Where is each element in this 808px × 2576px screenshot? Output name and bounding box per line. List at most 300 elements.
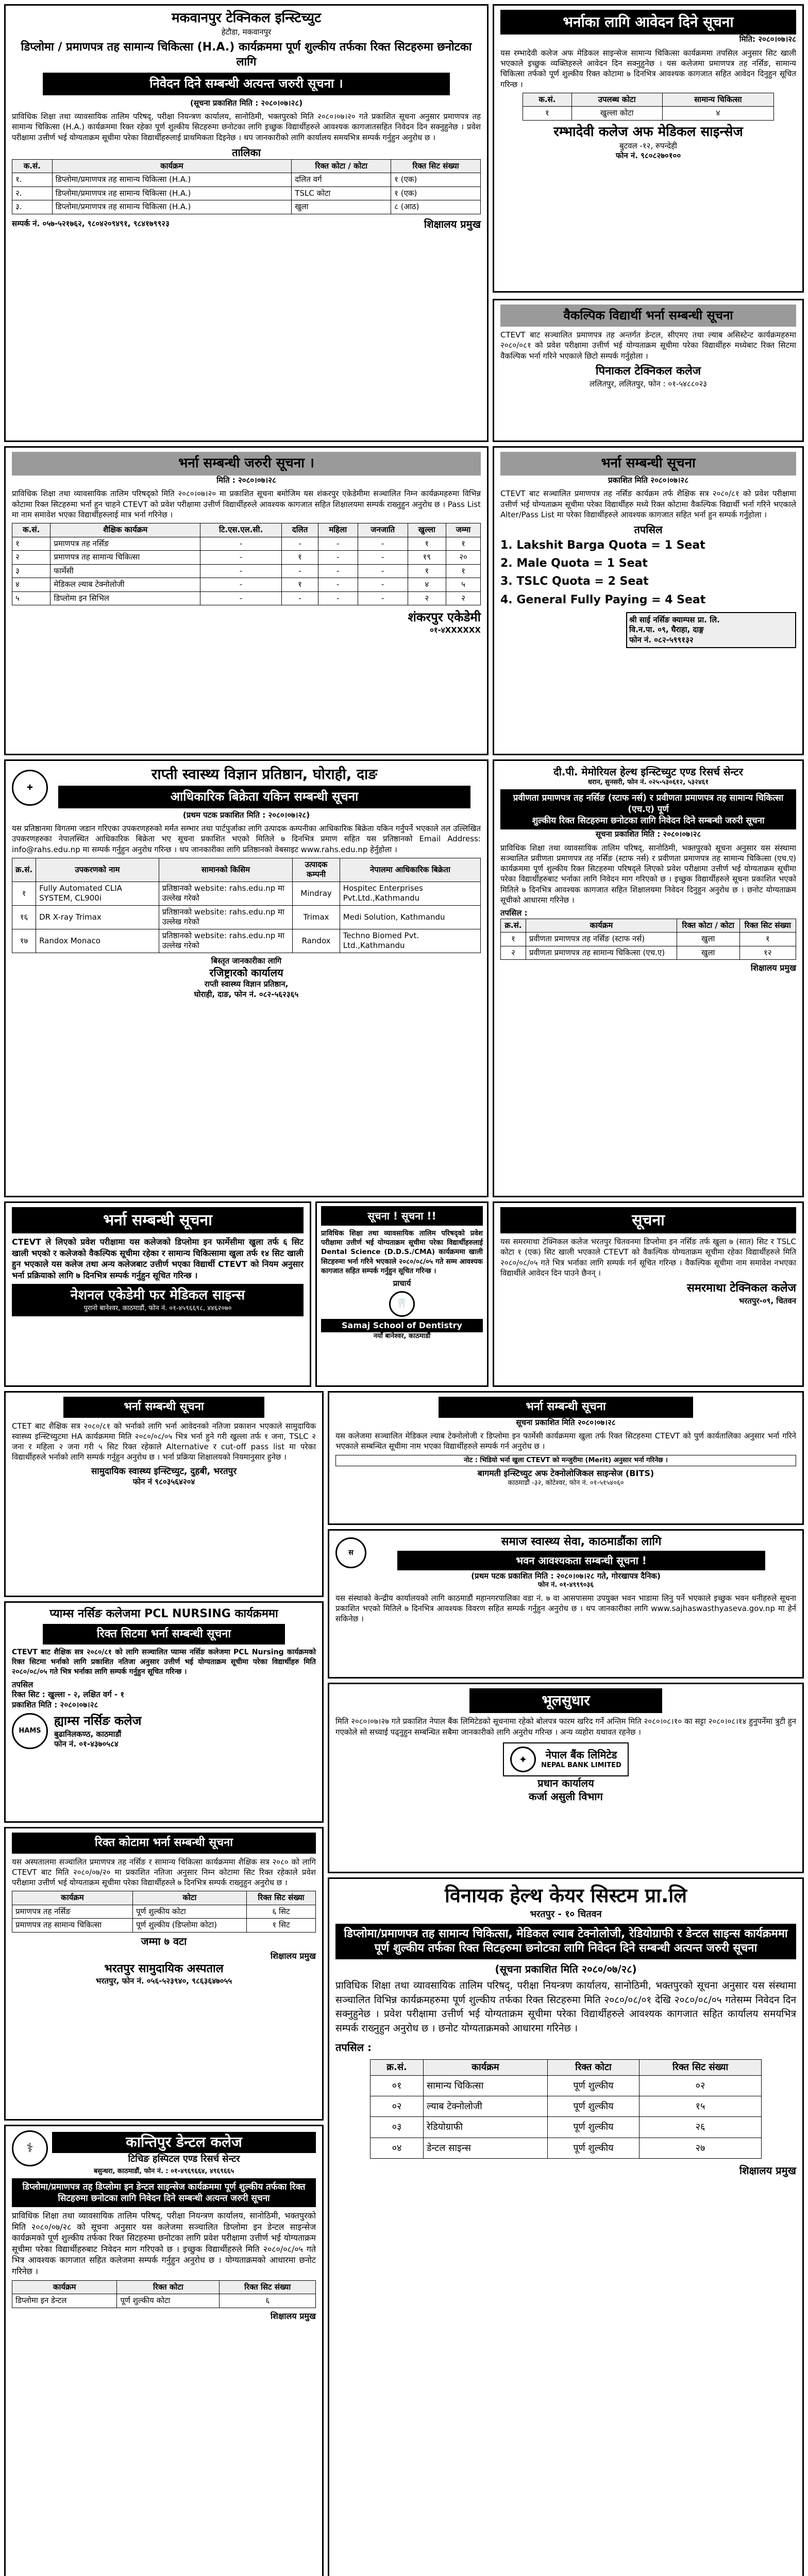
rambhadevi-notice [493,4,804,293]
table-row [501,946,796,960]
cell: १ [408,537,446,551]
table-row [371,2096,762,2116]
vinayak-health-notice [328,1877,804,2576]
notice-title: समाज स्वास्थ्य सेवा, काठमाडौंका लागि [501,1535,662,1548]
notice-band: वैकल्पिक विद्यार्थी भर्ना सम्बन्धी सूचना [500,304,796,327]
cell: TSLC कोटा [292,187,391,200]
col-header: कार्यक्रम [526,919,677,933]
org-name: मकवानपुर टेक्निकल इन्स्टिच्युट [171,10,322,26]
col-header: रिक्त कोटा / कोटा [292,159,391,173]
quota-item: 1. Lakshit Barga Quota = 1 Seat [500,539,705,552]
cell: मेडिकल ल्याब टेक्नोलोजी [50,578,200,592]
signature: शिक्षालय प्रमुख [424,217,481,230]
table-row [12,591,481,605]
cell: - [200,578,281,592]
cell: - [358,564,408,578]
cell: खुल्ला कोटा [571,107,662,121]
shankarpur-notice [4,446,489,755]
org-address: नयाँ बानेश्वर, काठमाडौं [373,1332,431,1341]
table-row [12,1919,316,1933]
notice-body: यस संस्थाको केन्द्रीय कार्यालयको लागि काठमाडौं महानगरपालिका वडा नं. ७ वा आसपासमा उपयुक्त भवन भाडामा लिनु पर्ने भएकाले इच्छुक भवन धनीहरुले सूचना प्रकाशित भएको मितिले ७ दिनभित्र आवश्यक विवरण सहित सम्पर्क गर्नुहुन अनुरोध छ । थप जानकारीका लागि www.sajhaswasthyaseva.gov.np मा हेर्न सकिनेछ । [335,1593,796,1624]
cell: - [358,591,408,605]
cell: - [282,591,318,605]
cell: ५ [446,578,480,592]
cell: २७ [639,2138,762,2158]
org-name: रम्भादेवी कलेज अफ मेडिकल साइन्सेज [553,124,743,140]
cell: १. [12,173,53,187]
cell: - [200,564,281,578]
table-row [371,2117,762,2138]
col-header: रिक्त सिट संख्या [220,2280,316,2294]
cell: २ [501,946,526,960]
cell: ४ [408,578,446,592]
notice-band: भर्ना सम्बन्धी सूचना [500,452,796,476]
cell: Randox [293,929,340,953]
signature-line: घोराही, दाङ, फोन नं. ०८२-५६२३६५ [194,989,299,999]
table-row [12,929,481,953]
col-header: टि.एस.एल.सी. [200,523,281,537]
cell: ४ [12,578,50,592]
cell: दलित वर्ग [292,173,391,187]
table-title: तपसिल [12,1680,33,1689]
seat-table [370,2059,762,2159]
notice-body: प्राविधिक शिक्षा तथा व्यावसायिक तालिम परिषद्को प्रवेश परीक्षामा उत्तीर्ण भई योग्यताक्रम सूचीमा परेका विद्यार्थीहरुलाई Dental Science (D.D.S./CMA) कार्यक्रममा खाली सिटहरुमा भर्ना गरिने भएकाले २०८०/०८/०५ गते सम्म आवश्यक कागजात सहित सम्पर्क गर्नुहुन सूचित गरिन्छ । [321,1229,483,1275]
col-header: सामान्य चिकित्सा [662,93,773,107]
notice-band: भर्ना सम्बन्धी सूचना [12,1207,304,1233]
notice-date: (प्रथम पटक प्रकाशित मिति : २०८०।०७।२८ गते, गोरखापत्र दैनिक) [471,1571,661,1581]
col-header: खुल्ला [408,523,446,537]
cell: पूर्ण शुल्कीय (डिप्लोमा कोटा) [132,1919,246,1933]
table-row [12,578,481,592]
col-header: नेपालमा आधिकारिक बिक्रेता [340,858,480,882]
samarmatha-notice [493,1201,804,1387]
cell: पूर्ण शुल्कीय [547,2096,639,2116]
band-line: प्रवीणता प्रमाणपत्र तह नर्सिङ (स्टाफ नर्स) र प्रवीणता प्रमाणपत्र तह सामान्य चिकित्सा (एच.ए) पूर्ण [513,792,784,815]
table-row [12,882,481,905]
col-header: जम्मा [446,523,480,537]
cell: प्रवीणता प्रमाणपत्र तह नर्सिङ (स्टाफ नर्स) [526,933,677,946]
quota-item: 3. TSLC Quota = 2 Seat [500,575,649,588]
table-row [371,2075,762,2096]
org-box [626,612,796,649]
col-header: दलित [282,523,318,537]
notice-body: CTEVT बाट सञ्चालित प्रमाणपत्र तह अन्तर्गत डेन्टल, सीएमए तथा ल्याब असिस्टेन्ट कार्यक्रमहरुमा २०८०/०८१ को प्रवेश परीक्षामा उत्तीर्ण भई योग्यताक्रम सूचीमा परेका विद्यार्थीहरु मध्येबाट रिक्त सिटमा वैकल्पिक भर्ना गरिने भएकाले छिटो सम्पर्क गर्नुहोला । [500,330,796,361]
notice-body: यस अस्पतालमा सञ्चालित प्रमाणपत्र तह नर्सिङ र सामान्य चिकित्सा कार्यक्रममा शैक्षिक सत्र २०८० को लागि CTEVT बाट मिति २०८०/०७/२० मा प्रकाशित नतिजा अनुसार निम्न कोटामा सिट रिक्त रहेकाले प्रवेश परीक्षामा उत्तीर्ण भई योग्यताक्रम सूचीमा परेका विद्यार्थीहरुले ७ दिनभित्र सम्पर्क राख्नुहुन अनुरोध छ । [12,1857,316,1888]
cell: Trimax [293,905,340,929]
cell: १२ [739,946,796,960]
note: बिस्तृत जानकारीका लागि [211,956,282,965]
notice-body: मिति २०८०।०७।२७ गते प्रकाशित नेपाल बैंक लिमिटेडको सूचनामा रहेको बोलपत्र फारम खरिद गर्ने अन्तिम मिति २०८०।०८।१० का सट्टा २०८०।०८।१४ हुनुपर्नेमा त्रुटी हुन गएकोले सो सच्याई पढ्नुहुन सम्बन्धित सबैमा जानकारीको लागि अनुरोध गरिन्छ । अन्य व्यहोरा यथावत रहनेछ । [335,1717,796,1737]
signature: प्राचार्य [393,1279,411,1289]
cell: १५ [639,2096,762,2116]
org-name: विनायक हेल्थ केयर सिस्टम प्रा.लि [445,1884,687,1907]
notice-band: निवेदन दिने सम्बन्धी अत्यन्त जरुरी सूचना । [43,73,450,95]
cell: ०४ [371,2138,424,2158]
cell: ०२ [371,2096,424,2116]
col-header: क.सं. [12,523,50,537]
notice-body: यस रम्भादेवी कलेज अफ मेडिकल साइन्सेज सामान्य चिकित्सा कार्यक्रममा तपसिल अनुसार सिट खाली भएकाले इच्छुक व्यक्तिहरुले आवेदन दिन सक्नुहुनेछ । यस कलेजमा प्रमाणपत्र तह नर्सिङ, सामान्य चिकित्सा तर्फको पूर्ण शुल्कीय रिक्त कोटामा ७ दिनभित्र आवश्यक कागजात सहित आवेदन दिनुहुन सूचित गरिन्छ । [500,48,796,89]
org-name: नेशनल एकेडेमी फर मेडिकल साइन्स [70,1287,245,1303]
table-row [12,905,481,929]
cell: ६ सिट [246,1905,315,1919]
org-address: काठमाडौं -३२, कोटेश्वर, फोन नं. ०१-५१५४०६० [508,1479,624,1487]
office-name: प्रधान कार्यालय [537,1776,594,1789]
cell: सामान्य चिकित्सा [423,2075,547,2096]
org-name: समरमाथा टेक्निकल कलेज [687,1282,796,1295]
notice-band [500,789,796,829]
col-header: उपकरणको नाम [36,858,159,882]
col-header: क्र.सं. [371,2060,424,2075]
signature: शिक्षालय प्रमुख [750,963,796,973]
cell: प्रतिष्ठानको website: rahs.edu.np मा उल्लेख गरेको [159,929,293,953]
org-name: ह्याम्स नर्सिङ कलेज [54,1714,142,1728]
cell: ३ [12,564,50,578]
org-address: बसुन्धरा, काठमाडौं, फोन नं. : ०१-४९६९६६४, ४९६९६६५ [93,2167,234,2175]
col-header: कार्यक्रम [52,159,292,173]
table-row [12,537,481,551]
cell: Randox Monaco [36,929,159,953]
cell: प्रतिष्ठानको website: rahs.edu.np मा उल्लेख गरेको [159,882,293,905]
cell: खुला [677,933,740,946]
cell: ८ (आठ) [391,200,481,214]
org-name: शंकरपुर एकेडेमी [408,610,481,625]
bank-emblem-icon: ✦ [510,1747,536,1772]
notice-band: भर्ना सम्बन्धी जरुरी सूचना । [12,452,481,476]
cell: १ [282,551,318,565]
cell: - [282,564,318,578]
nepal-bank-correction [328,1683,804,1873]
cell: प्रतिष्ठानको website: rahs.edu.np मा उल्लेख गरेको [159,905,293,929]
signature: शिक्षालय प्रमुख [270,1951,316,1961]
cell: २ [12,551,50,565]
cell: - [358,537,408,551]
org-line: श्री साई नर्सिङ क्याम्पस प्रा. लि. [629,615,720,624]
cell: Medi Solution, Kathmandu [340,905,480,929]
cell: प्रवीणता प्रमाणपत्र तह सामान्य चिकित्सा (एच.ए) [526,946,677,960]
notice-band: भर्ना सम्बन्धी सूचना [439,1397,693,1418]
notice-date: प्रकाशित मिति २०८०।०७।२८ [608,475,689,485]
table-row [523,107,774,121]
cell: - [282,537,318,551]
samaj-dentistry-notice [315,1201,489,1387]
cell: DR X-ray Trimax [36,905,159,929]
col-header: क्र.सं. [12,858,36,882]
org-name: सामुदायिक स्वास्थ्य इन्स्टिच्युट, दुहबी, भरतपुर [91,1466,237,1477]
org-name: दी.पी. मेमोरियल हेल्थ इन्स्टिच्युट एण्ड रिसर्च सेन्टर [553,766,743,778]
cell: पूर्ण शुल्कीय कोटा [117,2294,220,2308]
notice-band: डिप्लोमा/प्रमाणपत्र तह डिप्लोमा इन डेन्टल साइन्सेज कार्यक्रममा पूर्ण शुल्कीय तर्फका रिक्त सिटहरुमा छनोटका लागि निवेदन दिने सम्बन्धी अत्यन्त जरुरी सूचना [12,2178,316,2207]
cell: १७ [12,929,36,953]
org-address: भरतपुर-०९, चितवन [738,1296,796,1306]
cell: ६ [220,2294,316,2308]
cell: १ (एक) [391,173,481,187]
quota-item: 2. Male Quota = 1 Seat [500,557,648,570]
cell: २ [408,591,446,605]
col-header: क्र.सं. [501,919,526,933]
cell: १ [446,537,480,551]
notice-body: CTEVT ले लिएको प्रवेश परीक्षामा यस कलेजको डिप्लोमा इन फार्मेसीमा खुला तर्फ ६ सिट खाली भएको र कलेजको वैकल्पिक सूचीमा रहेका र सामान्य चिकित्सामा खुला तर्फ १४ सिट खाली हुन भएकाले यस कलेज तथा अन्य कलेजबाट उत्तीर्ण भएका विद्यार्थी CTEVT को नियम अनुसार भर्ना प्रक्रियाको लागि ७ दिनभित्र सम्पर्क गर्नुहुन सूचित गरिन्छ । [12,1237,304,1280]
table-row [371,2138,762,2158]
col-header: रिक्त कोटा / कोटा [677,919,740,933]
org-address: बुढानिलकण्ठ, काठमाडौं [54,1729,122,1739]
col-header: क.सं. [523,93,571,107]
notice-band: रिक्त सिटमा भर्ना सम्बन्धी सूचना [43,1624,285,1645]
notice-band: आधिकारिक बिक्रेता यकिन सम्बन्धी सूचना [58,786,470,808]
cell: डिप्लोमा/प्रमाणपत्र तह सामान्य चिकित्सा (H.A.) [52,173,292,187]
notice-body: यस समरमाथा टेक्निकल कलेज भरतपुर चितवनमा डिप्लोमा इन नर्सिङ तर्फ खुला ७ (सात) सिट र TSLC कोटा १ (एक) सिट खाली भएकाले CTEVT को वैकल्पिक योग्यताक्रम सूचीमा रहेका विद्यार्थीहरुले मिति २०८०/०८/०५ गते भित्र भर्नाका लागि सम्पर्क गर्न सूचित गरिन्छ । वैकल्पिक सूचीमा नाम समावेश नभएका विद्यार्थीले आवेदन दिन पाउने छैनन् । [500,1237,796,1278]
pinnacle-notice [493,299,804,442]
notice-body: CTEVT बाट शैक्षिक सत्र २०८०/८१ को लागि सञ्चालित प्याम्स नर्सिङ कलेजमा PCL Nursing कार्यक्रमको रिक्त सिटमा भर्नाको लागि प्रकाशित नतिजा अनुसार उत्तीर्ण भई योग्यताक्रम सूचीमा परेका विद्यार्थीहरु मिति २०८०/०८/०५ गते भित्र भर्नाका लागि सम्पर्क गर्नुहुन सूचित गरिन्छ । [12,1648,316,1676]
cell: डिप्लोमा/प्रमाणपत्र तह सामान्य चिकित्सा (H.A.) [52,187,292,200]
col-header: रिक्त कोटा [117,2280,220,2294]
table-row [12,551,481,565]
notice-body: प्राविधिक शिक्षा तथा व्यावसायिक तालिम परिषद्, परीक्षा नियन्त्रण कार्यालय, सानोठिमी, भक्तपुरको सूचना अनुसार यस संस्थामा सञ्चालित विभिन्न कार्यक्रमहरुमा पूर्ण शुल्कीय तर्फका रिक्त सिटहरुमा मिति २०८०/०८/०१ देखि २०८०/०८/०५ गतेसम्म निवेदन दिन सक्नुहुनेछ । प्रवेश परीक्षामा उत्तीर्ण भई योग्यताक्रम सूचीमा परेका विद्यार्थीहरुले आवश्यक कागजात सहित कार्यालय समयभित्र सम्पर्क राख्नुहुन अनुरोध छ । छनोट योग्यताक्रमको आधारमा गरिनेछ । [335,1979,796,2034]
bank-name-en: NEPAL BANK LIMITED [541,1761,621,1770]
total-seats: जम्मा ७ वटा [141,1935,187,1947]
cell: ५ [12,591,50,605]
org-phone: भरतपुर, फोन नं. ०५६-५२३९४०, ९८६३६४७०५५ [95,1976,232,1986]
org-phone: फोन नं. ०१-४३७०५८४ [54,1739,119,1749]
notice-date: (सूचना प्रकाशित मिति २०८०/०७/२८) [495,1962,637,1975]
cell: पूर्ण शुल्कीय [547,2138,639,2158]
publish-date: (सूचना प्रकाशित मिति : २०८०।०७।२८) [190,98,303,108]
col-header: जनजाति [358,523,408,537]
cell: Techno Biomed Pvt. Ltd.,Kathmandu [340,929,480,953]
cell: फार्मेसी [50,564,200,578]
notice-body: प्राविधिक शिक्षा तथा व्यावसायिक तालिम परिषद्, परीक्षा नियन्त्रण कार्यालय, सानोठिमी, भक्तपुरको मिति २०८०।०७।२० गते प्रकाशित सूचना अनुसार प्रमाणपत्र तह सामान्य चिकित्सा (H.A.) कार्यक्रममा रिक्त रहेका पूर्ण शुल्कीय सिटहरुमा छनोटका लागि इच्छुक विद्यार्थीहरुले आवश्यक कागजातसहित निवेदन दिन सक्नुहुनेछ । प्रवेश परीक्षामा उत्तीर्ण भई योग्यताक्रम सूचीमा परेका विद्यार्थीहरुलाई प्राथमिकता दिइनेछ । थप जानकारीको लागि कार्यालय समयभित्र सम्पर्क गर्नुहुन अनुरोध छ । [12,112,481,142]
cell: डिप्लोमा/प्रमाणपत्र तह सामान्य चिकित्सा (H.A.) [52,200,292,214]
signature-line: राप्ती स्वास्थ्य विज्ञान प्रतिष्ठान, [204,979,289,989]
national-academy-notice [4,1201,311,1387]
cell: १९ [408,551,446,565]
cell: १ [501,933,526,946]
col-header: उत्पादक कम्पनी [293,858,340,882]
org-line: वि.न.पा. ०९, घैराहा, दाङ्ग [629,625,704,635]
col-header: उपलब्ध कोटा [571,93,662,107]
org-address: धरान, सुनसरी, फोन नं. ०२५-५३०६१२, ५३२४६१ [587,778,709,786]
notice-body: CTEVT बाट सञ्चालित प्रमाणपत्र तह नर्सिङ कार्यक्रम तर्फ शैक्षिक सत्र २०८०/८१ को प्रवेश परीक्षामा उत्तीर्ण भई योग्यताक्रम सूचीमा परेका विद्यार्थीहरु मध्ये रिक्त कोटामा वैकल्पिक विद्यार्थी भर्ना गरिने भएकाले Alter/Pass List मा परेका विद्यार्थीहरुले आवश्यक कागजात सहित भर्ना हुन सम्पर्क गर्नुहोला । [500,489,796,519]
col-header: सामानको किसिम [159,858,293,882]
org-name: पिनाकल टेक्निकल कलेज [595,364,701,378]
notice-band: डिप्लोमा/प्रमाणपत्र तह सामान्य चिकित्सा, मेडिकल ल्याब टेक्नोलोजी, रेडियोग्राफी र डेन्टल साइन्स कार्यक्रममा पूर्ण शुल्कीय तर्फका रिक्त सिटहरुमा छनोटका लागि निवेदन दिने सम्बन्धी अत्यन्त जरुरी सूचना [335,1924,796,1959]
cell: रेडियोग्राफी [423,2117,547,2138]
seat-table [12,523,481,605]
dp-memorial-notice [493,759,804,1197]
cell: - [200,537,281,551]
cell: - [358,578,408,592]
col-header: कार्यक्रम [423,2060,547,2075]
hams-nursing-notice [4,1601,324,1823]
notice-title: भूलसुधार [469,1688,662,1713]
notice-body: प्राविधिक शिक्षा तथा व्यावसायिक तालिम परिषद्को मिति २०८०।०७।२० मा प्रकाशित सूचना बमोजिम यस शंकरपुर एकेडेमीमा सञ्चालित निम्न कार्यक्रमहरुमा विभिन्न कोटामा रिक्त सिटहरुमा भर्ना हुन चाहने CTEVT को प्रवेश परीक्षामा उत्तीर्ण विद्यार्थीहरुले आवश्यक कागजात सहित शिक्षालयमा सम्पर्क राख्नुहुन अनुरोध छ । Pass List मा नाम समावेश भएका विद्यार्थीहरुलाई मात्र भर्ना गरिनेछ । [12,489,481,519]
cell: २ [446,591,480,605]
notice-band: रिक्त कोटामा भर्ना सम्बन्धी सूचना [12,1833,316,1854]
table-title: तपसिल : [500,908,528,918]
seat-table [500,919,796,960]
contact-phone: सम्पर्क नं. ०५७-५२१७६२, ९८०४२०९४९१, ९८४१७९९२३ [12,219,170,229]
rahs-logo-icon: ✚ [12,770,48,806]
notice-body: CTET बाट शैक्षिक सत्र २०८०/८१ को भर्नाको लागि भर्ना आवेदनको नतिजा प्रकाशन भएकाले सामुदायिक स्वास्थ्य इन्स्टिच्युटमा HA कार्यक्रममा मिति २०८०/०८/०५ भित्र भर्ना हुने गरी खुल्ला तर्फ १ जना, TSLC २ जना र महिला २ जना गरी ५ सिट रिक्त रहेकाले Alternative र cut-off pass list मा परेका विद्यार्थीहरुले भर्नाको लागि सम्पर्क गर्नुहुन अनुरोध छ । भर्ना प्रक्रिया शिक्षालयको नियमानुसार हुनेछ । [12,1421,316,1462]
seat-table [12,1891,316,1933]
table-row [12,187,481,200]
cell: Hospitec Enterprises Pvt.Ltd.,Kathmandu [340,882,480,905]
seat-info: रिक्त सिट : खुल्ला - २, लक्षित वर्ग - १ [12,1690,125,1700]
org-address: ललितपुर, ललितपुर, फोन : ०१-५४८८०२३ [590,379,707,388]
kantipur-dental-notice [4,2125,324,2576]
cell: ०२ [639,2075,762,2096]
notice-body: यस प्रतिष्ठानमा विगतमा जडान गरिएका उपकरणहरुको मर्मत सम्भार तथा पार्टपुर्जाका लागि उत्पादक कम्पनीका आधिकारिक बिक्रेता यकिन गर्नुपर्ने भएकाले तल उल्लिखित उपकरणहरुका नेपालस्थित आधिकारिक बिक्रेता भए सूचना प्रकाशित भएको मितिले ७ दिनभित्र प्रमाण सहित यस प्रतिष्ठानको Email Address: info@rahs.edu.np मा सम्पर्क गर्नुहुन अनुरोध गरिन्छ । थप जानकारीका लागि प्रतिष्ठानको वेबसाइट www.rahs.edu.np हेर्नुहोला । [12,824,481,854]
org-name: कान्तिपुर डेन्टल कलेज [52,2132,316,2153]
sai-nursing-notice [493,446,804,755]
org-name: भरतपुर सामुदायिक अस्पताल [104,1962,224,1975]
quota-list [500,536,796,609]
sajha-logo-icon: स [335,1537,366,1568]
notice-date: मिति : २०८०।०७।२८ [216,475,276,485]
table-title: तपसिल [634,523,663,536]
col-header: रिक्त सिट संख्या [391,159,481,173]
cell: ३. [12,200,53,214]
notice-date: सूचना प्रकाशित मिति २०८०।०७।२८ [516,1417,616,1427]
cell: १ [446,564,480,578]
cell: पूर्ण शुल्कीय [547,2117,639,2138]
col-header: कार्यक्रम [12,2280,117,2294]
col-header: क.सं. [12,159,53,173]
org-phone: ०१-४XXXXXX [429,625,481,635]
quota-table [523,93,774,121]
cell: प्रमाणपत्र तह सामान्य चिकित्सा [12,1919,133,1933]
org-phone: फोन नं ९८०३५६४२०४ [132,1477,195,1486]
cell: ल्याब टेक्नोलोजी [423,2096,547,2116]
cell: १ [523,107,571,121]
sajha-health-notice [328,1529,804,1679]
notice-band: भवन आवश्यकता सम्बन्धी सूचना ! [397,1551,765,1570]
seat-table [12,2280,316,2308]
org-phone: फोन नं. ९८०८२७०१०० [615,151,681,161]
bank-logo [503,1742,629,1776]
table-title: तपसिल : [335,2041,372,2054]
cell: डिप्लोमा इन डेन्टल [12,2294,117,2308]
cell: १ [12,882,36,905]
col-header: रिक्त सिट संख्या [639,2060,762,2075]
hams-logo-icon: HAMS [12,1713,48,1749]
signature-line: रजिष्ट्रारको कार्यालय [209,967,283,979]
notice-phone: फोन नं. ०१-४९९९०३६ [537,1581,594,1589]
cell: - [318,551,358,565]
cell: २० [446,551,480,565]
makwanpur-notice [4,4,489,442]
notice-heading: डिप्लोमा / प्रमाणपत्र तह सामान्य चिकित्सा (H.A.) कार्यक्रममा पूर्ण शुल्कीय तर्फका रिक्त सिटहरुमा छनोटका लागि [21,41,472,69]
cell: २. [12,187,53,200]
col-header: कोटा [132,1891,246,1905]
org-subtitle: टिचिङ हस्पिटल एण्ड रिसर्च सेन्टर [128,2153,240,2164]
cell: डिप्लोमा इन सिभिल [50,591,200,605]
notice-band: भर्नाका लागि आवेदन दिने सूचना [500,10,796,35]
table-row [12,1905,316,1919]
cell: खुला [292,200,391,214]
department-name: कर्जा असुली विभाग [529,1790,603,1803]
cell: Fully Automated CLIA SYSTEM, CL900i [36,882,159,905]
org-address: बुटवल -१२, रुपन्देही [619,141,677,150]
cell: ०१ [371,2075,424,2096]
kantipur-logo-icon: ⚕ [12,2130,48,2166]
notice-date: मिति: २०८०।०७।२८ [739,35,796,44]
cell: - [318,537,358,551]
col-header: रिक्त सिट संख्या [739,919,796,933]
table-row [12,173,481,187]
bits-notice [328,1391,804,1525]
notice-title: प्याम्स नर्सिङ कलेजमा PCL NURSING कार्यक्रममा [49,1607,278,1620]
rapti-notice [4,759,489,1197]
org-address: पुरानो बानेश्वर, काठमाडौं, फोन नं. ०१-४५९६६९८, ४४६२०७० [83,1304,232,1313]
org-name: Samaj School of Dentistry [321,1319,483,1333]
cell: १६ [12,905,36,929]
equipment-table [12,858,481,953]
cell: १ [12,537,50,551]
cell: १ सिट [246,1919,315,1933]
org-name: बागमती इन्स्टिच्युट अफ टेक्नोलोजिकल साइन्सेज (BITS) [477,1468,654,1479]
cell: - [318,591,358,605]
cell: - [318,564,358,578]
cell: ०३ [371,2117,424,2138]
cell: १ [408,564,446,578]
org-address: भरतपुर - १० चितवन [530,1909,602,1920]
cell: खुला [677,946,740,960]
signature: शिक्षालय प्रमुख [270,2311,316,2321]
notice-date: सूचना प्रकाशित मिति : २०८०।०७।२८ [595,829,701,839]
note: नोट : भिडियो भर्ना खुला CTEVT को मन्जुरीमा (Merit) अनुसार भर्ना गरिनेछ । [335,1455,796,1467]
cell: १ [282,578,318,592]
org-line: फोन नं. ०८२-५९९१३२ [629,635,694,645]
quota-item: 4. General Fully Paying = 4 Seat [500,593,706,606]
bank-name-np: नेपाल बैंक लिमिटेड [545,1749,617,1761]
col-header: कार्यक्रम [12,1891,133,1905]
community-health-notice [4,1391,324,1597]
cell: - [318,578,358,592]
tooth-icon: 🦷 [389,1291,415,1317]
table-row [501,933,796,946]
bharatpur-hospital-notice [4,1827,324,2121]
cell: पूर्ण शुल्कीय [547,2075,639,2096]
col-header: शैक्षिक कार्यक्रम [50,523,200,537]
table-row [12,2294,316,2308]
notice-date: (प्रथम पटक प्रकाशित मिति : २०८०।०७।२८) [182,810,310,820]
cell: प्रमाणपत्र तह नर्सिङ [50,537,200,551]
cell: Mindray [293,882,340,905]
cell: - [200,591,281,605]
cell: ४ [662,107,773,121]
band-line: शुल्कीय रिक्त सिटहरुमा छनोटका लागि निवेदन दिने सम्बन्धी जरुरी सूचना [532,816,765,826]
seat-table [12,159,481,214]
notice-title: सूचना ! सूचना !! [321,1206,483,1226]
cell: प्रमाणपत्र तह नर्सिङ [12,1905,133,1919]
cell: - [358,551,408,565]
notice-body: यस कलेजमा सञ्चालित मेडिकल ल्याब टेक्नोलोजी र डिप्लोमा इन फार्मेसी कार्यक्रममा खुला तर्फ रिक्त सिटहरुमा CTEVT को पुर्ण कार्यतालिका अनुसार भर्ना गरिने भएकाले सम्बन्धित सूचीमा नाम भएका विद्यार्थीहरुले सम्पर्क गर्न अनुरोध छ । [335,1431,796,1451]
table-row [12,200,481,214]
cell: १ [739,933,796,946]
publish-date: प्रकाशित मिति : २०८०।०७।२८ [12,1700,98,1709]
cell: २६ [639,2117,762,2138]
org-address: हेटौडा, मकवानपुर [221,27,272,37]
table-title: तालिका [232,146,261,159]
cell: प्रमाणपत्र तह सामान्य चिकित्सा [50,551,200,565]
notice-body: प्राविधिक शिक्षा तथा व्यावसायिक तालिम परिषद्, परीक्षा नियन्त्रण कार्यालय, सानोठिमी, भक्तपुरको मिति २०८०/०७/२८ को सूचना अनुसार यस कलेजमा सञ्चालित डिप्लोमा इन डेन्टल साइन्सेज कार्यक्रमको पूर्ण शुल्कीय तर्फका रिक्त सिटहरुमा छनोटका लागि प्रवेश परीक्षामा उत्तीर्ण भई योग्यताक्रम सूचीमा परेका विद्यार्थीहरुबाट निवेदन माग गरिएको छ । इच्छुक विद्यार्थीहरुले मिति २०८०/०८/०५ गते भित्र आवश्यक कागजात सहित कलेजमा सम्पर्क गर्नुहुन अनुरोध छ । योग्यताक्रमको आधारमा छनोट गरिनेछ । [12,2211,316,2277]
cell: १ (एक) [391,187,481,200]
col-header: रिक्त सिट संख्या [246,1891,315,1905]
table-row [12,564,481,578]
signature: शिक्षालय प्रमुख [739,2164,796,2177]
col-header: रिक्त कोटा [547,2060,639,2075]
cell: डेन्टल साइन्स [423,2138,547,2158]
